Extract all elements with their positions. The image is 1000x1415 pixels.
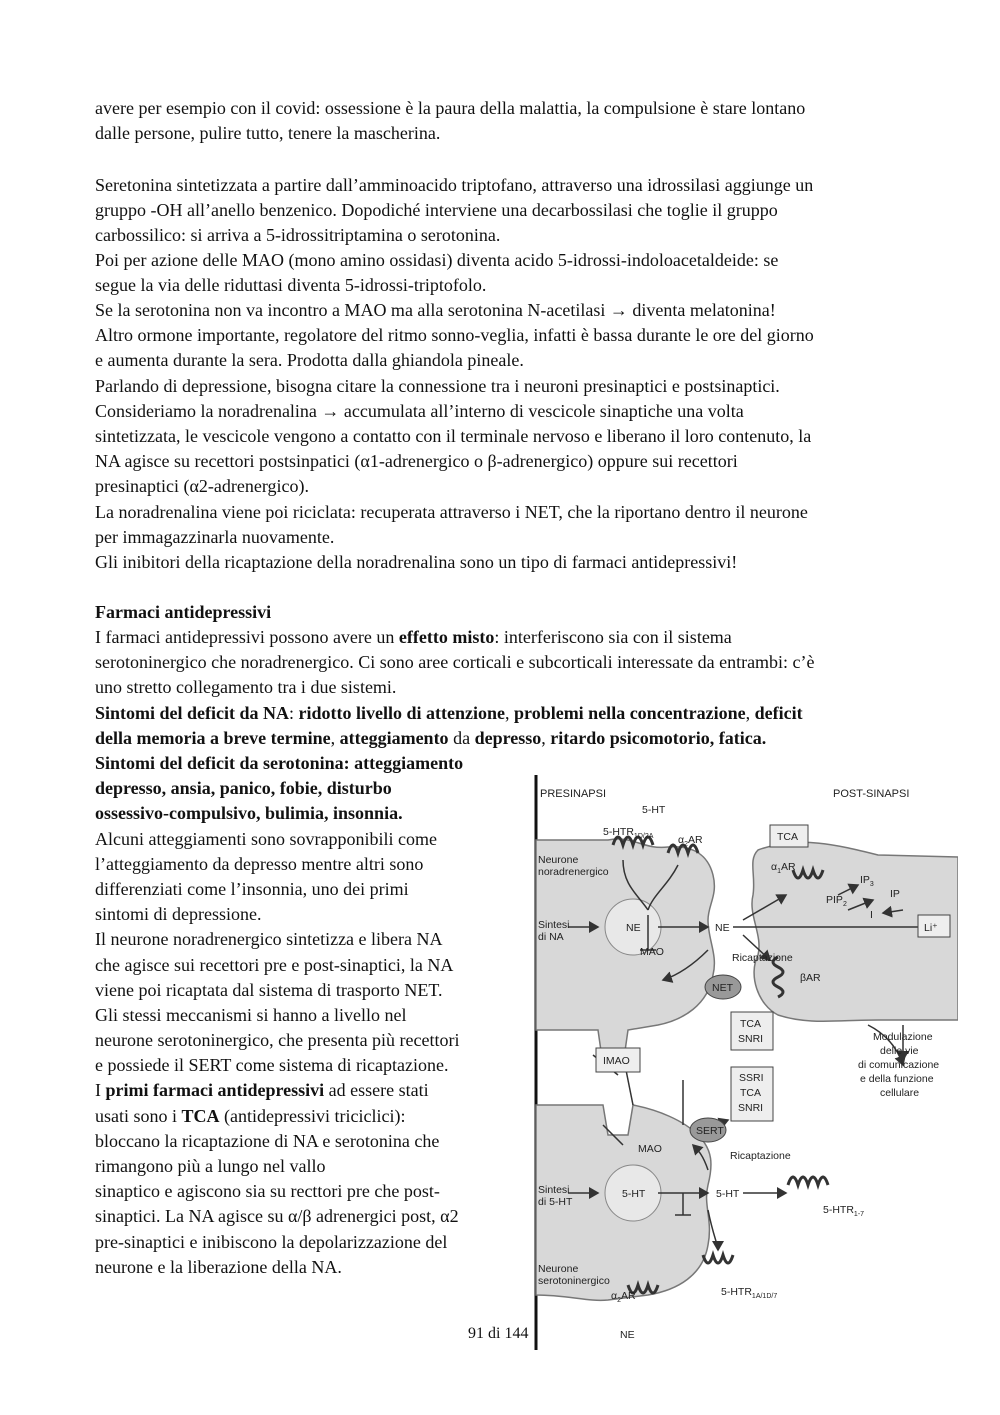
text-run: I [95,1080,106,1100]
htr-post-label [823,1204,864,1218]
text-line [95,1078,429,1103]
ssri-label: SNRI [738,1102,764,1114]
tca-snri-label: TCA [740,1018,761,1030]
section-heading: Farmaci antidepressivi [95,602,272,622]
htr-top-label [603,826,654,840]
text-run: ridotto livello di attenzione [298,703,506,723]
text-line: La noradrenalina viene poi riciclata: recuperata attraverso i NET, che la riportano dentro il neurone [95,502,808,522]
label-part: α [611,1290,618,1302]
text-run: deficit [754,703,803,723]
text-line: serotoninergico che noradrenergico. Ci sono aree corticali e subcorticali interessate da entrambi: c’è [95,652,815,672]
text-line: per immagazzinarla nuovamente. [95,527,335,547]
text-line: differenziati come l’insonnia, uno dei primi [95,879,409,899]
label-sub: 1 [777,868,781,875]
bold-term: primi farmaci antidepressivi [105,1080,325,1100]
neurone-5ht-label: Neurone [538,1263,579,1275]
serotonin-symptoms-line: ossessivo-compulsivo, bulimia, insonnia. [95,803,403,823]
label-part: α [771,861,778,873]
page-number: 91 di 144 [468,1325,529,1342]
text-run: atteggiamento [339,728,449,748]
htr17-receptor [788,1177,828,1185]
text-line: sinaptico e agiscono sia su recttori pre che post- [95,1181,440,1201]
label-part: 5-HTR [823,1204,854,1216]
label-sub: 1-7 [853,1211,865,1218]
modulazione-label: delle vie [880,1045,919,1057]
text-line: gruppo -OH all’anello benzenico. Dopodiché interviene una decarbossilasi che toglie il gruppo [95,200,778,220]
label-part: AR [620,1290,636,1302]
a2ar-bottom-label [611,1290,636,1304]
modulazione-label: di comunicazione [858,1059,940,1071]
label-part: AR [780,861,796,873]
text-line: viene poi ricaptata dal sistema di trasporto NET. [95,980,443,1000]
text-line: sintetizzata, le vescicole vengono a contatto con il terminale nervoso e liberano il loro contenuto, la [95,426,812,446]
text-run: : [289,703,299,723]
text-line: Poi per azione delle MAO (mono amino ossidasi) diventa acido 5-idrossi-indoloacetaldeide: se [95,250,779,270]
modulazione-label: Modulazione [873,1031,933,1043]
text-line: Gli inibitori della ricaptazione della noradrenalina sono un tipo di farmaci antidepressivi! [95,552,738,572]
label-sub: 1D/2A [633,833,654,840]
modulazione-label: cellulare [880,1087,920,1099]
text-line: che agisce sui recettori pre e post-sinaptici, la NA [95,955,454,975]
text-line: Seretonina sintetizzata a partire dall’amminoacido triptofano, attraverso una idrossilasi aggiunge un [95,175,814,195]
text-line: NA agisce su recettori postsinpatici (α1-adrenergico o β-adrenergico) oppure sui recettori [95,451,738,471]
text-line: l’atteggiamento da depresso mentre altri sono [95,854,424,874]
a2ar-label [678,834,703,848]
text-line: Alcuni atteggiamenti sono sovrapponibili come [95,829,437,849]
net-label: NET [712,982,733,994]
mao-label: MAO [640,946,664,958]
label-part: α [678,834,685,846]
text-run: I farmaci antidepressivi possono avere un [95,627,399,647]
label-part: 5-HTR [603,826,634,838]
label-part: IP [860,874,870,886]
i-label: I [870,909,873,921]
ne-inside-label: NE [626,922,641,934]
text-line [95,625,732,650]
text-run: usati sono i [95,1106,182,1126]
synapse-diagram [508,775,958,1350]
tca-snri-label: SNRI [738,1033,764,1045]
label-part: AR [687,834,703,846]
tca-label: TCA [777,831,798,843]
ssri-label: SSRI [739,1072,764,1084]
lithium-label: Li⁺ [924,922,938,934]
text-line: Se la serotonina non va incontro a MAO ma alla serotonina N-acetilasi → diventa melatonina! [95,300,776,320]
presinapsi-label: PRESINAPSI [540,788,607,800]
text-line: Consideriamo la noradrenalina → accumulata all’interno di vescicole sinaptiche una volta [95,401,744,421]
bold-term: effetto misto [398,627,495,647]
text-line: sinaptici. La NA agisce su α/β adrenergici post, α2 [95,1206,459,1226]
label-sub: 2 [684,841,688,848]
sert-label: SERT [696,1125,724,1137]
sintesi-na-label: di NA [538,931,564,943]
text-run: (antidepressivi triciclici): [219,1106,406,1126]
text-line: dalle persone, pulire tutto, tenere la mascherina. [95,123,441,143]
ricaptazione-label: Ricaptazione [732,952,793,964]
modulazione-label: e della funzione [860,1073,934,1085]
text-run: problemi nella concentrazione [514,703,746,723]
label-sub: 2 [617,1297,621,1304]
bar-label: βAR [800,972,821,984]
na-symptoms-line [95,701,803,726]
label-sub: 3 [869,881,874,888]
bold-term: TCA [181,1106,220,1126]
serotonin-symptoms-line: depresso, ansia, panico, fobie, disturbo [95,778,392,798]
text-run: , [505,703,515,723]
text-run: : interferiscono sia con il sistema [494,627,732,647]
imao-label: IMAO [603,1055,630,1067]
text-line: bloccano la ricaptazione di NA e serotonina che [95,1131,440,1151]
ne-cleft-label: NE [715,922,730,934]
text-line: sintomi di depressione. [95,904,262,924]
text-run: ad essere stati [324,1080,429,1100]
text-line: uno stretto collegamento tra i due sistemi. [95,677,397,697]
text-line: neurone serotoninergico, che presenta più recettori [95,1030,460,1050]
sintesi-5ht-label: di 5-HT [538,1196,573,1208]
text-line: segue la via delle riduttasi diventa 5-idrossi-triptofolo. [95,275,487,295]
text-line: e possiede il SERT come sistema di ricaptazione. [95,1055,449,1075]
text-line: rimangono più a lungo nel vallo [95,1156,326,1176]
sintesi-na-label: Sintesi [538,919,570,931]
text-line: pre-sinaptici e inibiscono la depolarizzazione del [95,1232,448,1252]
ne-bottom-label: NE [620,1329,635,1341]
text-line: avere per esempio con il covid: ossessione è la paura della malattia, la compulsione è stare lontano [95,98,806,118]
ht-inside-label: 5-HT [622,1188,646,1200]
ricaptazione-label: Ricaptazione [730,1150,791,1162]
text-run: depresso [474,728,542,748]
na-symptoms-line [95,726,766,751]
ssri-label: TCA [740,1087,761,1099]
text-line: presinaptici (α2-adrenergico). [95,476,310,496]
a1ar-label [771,861,796,875]
htr-bottom-receptor [703,1255,733,1263]
postsinapsi-label: POST-SINAPSI [833,788,910,800]
mao-label: MAO [638,1143,662,1155]
label-sub: 2 [842,901,847,908]
text-line: Altro ormone importante, regolatore del ritmo sonno-veglia, infatti è bassa durante le ore del giorno [95,325,814,345]
ip-label: IP [890,888,900,900]
text-line [95,1104,405,1129]
text-run: Sintomi del deficit da NA [95,703,290,723]
text-run: da [448,728,475,748]
text-line: Gli stessi meccanismi si hanno a livello nel [95,1005,407,1025]
text-line: neurone e la liberazione della NA. [95,1257,342,1277]
label-part: 5-HTR [721,1286,752,1298]
text-run: ritardo psicomotorio, fatica. [550,728,767,748]
ht-top-label: 5-HT [642,804,666,816]
serotonin-symptoms-line: Sintomi del deficit da serotonina: atteggiamento [95,753,464,773]
text-line: Il neurone noradrenergico sintetizza e libera NA [95,929,443,949]
neurone-5ht-label: serotoninergico [538,1275,610,1287]
neurone-na-label: Neurone [538,854,579,866]
sintesi-5ht-label: Sintesi [538,1184,570,1196]
text-run: , [745,703,755,723]
text-line: Parlando di depressione, bisogna citare la connessione tra i neuroni presinaptici e postsinaptici. [95,376,780,396]
text-run: della memoria a breve termine [95,728,331,748]
label-sub: 1A/1D/7 [751,1293,778,1300]
text-line: carbossilico: si arriva a 5-idrossitriptamina o serotonina. [95,225,501,245]
text-run: , [330,728,340,748]
neurone-na-label: noradrenergico [538,866,609,878]
ht-cleft-label: 5-HT [716,1188,740,1200]
label-part: PIP [826,894,843,906]
htr-bottom-label [721,1286,777,1300]
text-line: e aumenta durante la sera. Prodotta dalla ghiandola pineale. [95,350,524,370]
text-run: , [541,728,551,748]
